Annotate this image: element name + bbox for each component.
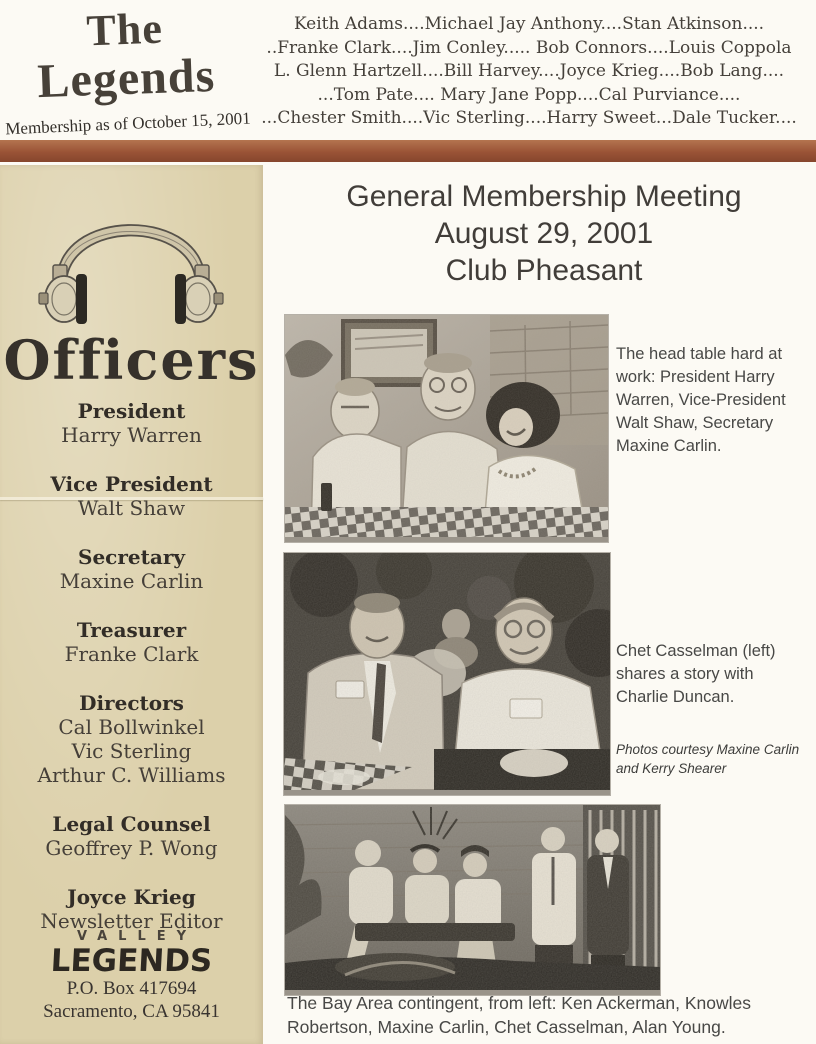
officer-role: Joyce Krieg — [67, 885, 196, 909]
officer-role: Vice President — [50, 472, 213, 496]
meeting-photo-head-table — [285, 315, 608, 542]
officer-role: Secretary — [78, 545, 185, 569]
officer-entry-newsletter-editor — [0, 885, 263, 933]
city-state-zip-line: Sacramento, CA 95841 — [43, 1001, 220, 1022]
officer-name: Vic Sterling — [71, 739, 192, 763]
officer-entry-president — [0, 399, 263, 447]
meeting-heading-line2: August 29, 2001 — [434, 217, 654, 250]
member-names-list — [242, 13, 816, 131]
divider-bar — [0, 140, 816, 162]
officer-name: Harry Warren — [61, 423, 202, 447]
officer-role: President — [77, 399, 186, 423]
member-names-line: L. Glenn Hartzell....Bill Harvey....Joyce Krieg....Bob Lang.... — [273, 61, 785, 81]
meeting-photo-bay-area-group — [285, 805, 660, 995]
headphones-icon — [31, 181, 231, 336]
photo3-caption: The Bay Area contingent, from left: Ken Ackerman, Knowles Robertson, Maxine Carlin, Chet Casselman, Alan Young. — [287, 993, 751, 1037]
member-names-line: Keith Adams....Michael Jay Anthony....Stan Atkinson.... — [293, 14, 765, 34]
logo-valley-text: VALLEY — [76, 929, 198, 944]
masthead-title — [16, 2, 234, 107]
po-box-line: P.O. Box 417694 — [66, 978, 197, 999]
member-names-line: ..Franke Clark....Jim Conley..... Bob Connors....Louis Coppola — [266, 37, 792, 58]
photo-credit: Photos courtesy Maxine Carlin and Kerry Shearer — [616, 742, 800, 776]
officer-name: Walt Shaw — [77, 496, 186, 520]
valley-legends-logo — [0, 929, 263, 1023]
meeting-heading — [280, 178, 808, 289]
officer-entry-treasurer — [0, 618, 263, 666]
photo2-caption: Chet Casselman (left) shares a story with Charlie Duncan. — [616, 642, 776, 706]
officer-role: Legal Counsel — [52, 812, 211, 836]
officer-name: Geoffrey P. Wong — [45, 836, 218, 860]
meeting-heading-line1: General Membership Meeting — [346, 180, 742, 213]
officer-name: Maxine Carlin — [59, 569, 204, 593]
officers-list — [0, 399, 263, 958]
officers-sidebar — [0, 165, 263, 1044]
logo-legends-text: LEGENDS — [49, 943, 214, 979]
meeting-heading-line3: Club Pheasant — [445, 254, 643, 287]
membership-note: Membership as of October 15, 2001 — [4, 108, 252, 139]
officer-entry-vice-president — [0, 472, 263, 520]
officer-name: Cal Bollwinkel — [58, 715, 205, 739]
officer-entry-legal-counsel — [0, 812, 263, 860]
officer-role: Treasurer — [76, 618, 187, 642]
officers-heading: Officers — [3, 328, 260, 392]
masthead-title-line2: Legends — [36, 48, 217, 109]
member-names-line: ...Tom Pate.... Mary Jane Popp....Cal Purviance.... — [317, 84, 741, 105]
officer-entry-directors — [0, 691, 263, 787]
officer-entry-secretary — [0, 545, 263, 593]
masthead-title-line1: The — [85, 3, 164, 56]
meeting-photo-casselman-duncan — [284, 553, 610, 795]
officer-role: Directors — [79, 691, 184, 715]
officer-name: Arthur C. Williams — [37, 763, 226, 787]
officer-name: Franke Clark — [64, 642, 199, 666]
photo1-caption: The head table hard at work: President Harry Warren, Vice-President Walt Shaw, Secretary Maxine Carlin. — [616, 345, 786, 455]
member-names-line: ...Chester Smith....Vic Sterling....Harry Sweet...Dale Tucker.... — [261, 108, 797, 128]
officer-name: Newsletter Editor — [40, 909, 223, 933]
